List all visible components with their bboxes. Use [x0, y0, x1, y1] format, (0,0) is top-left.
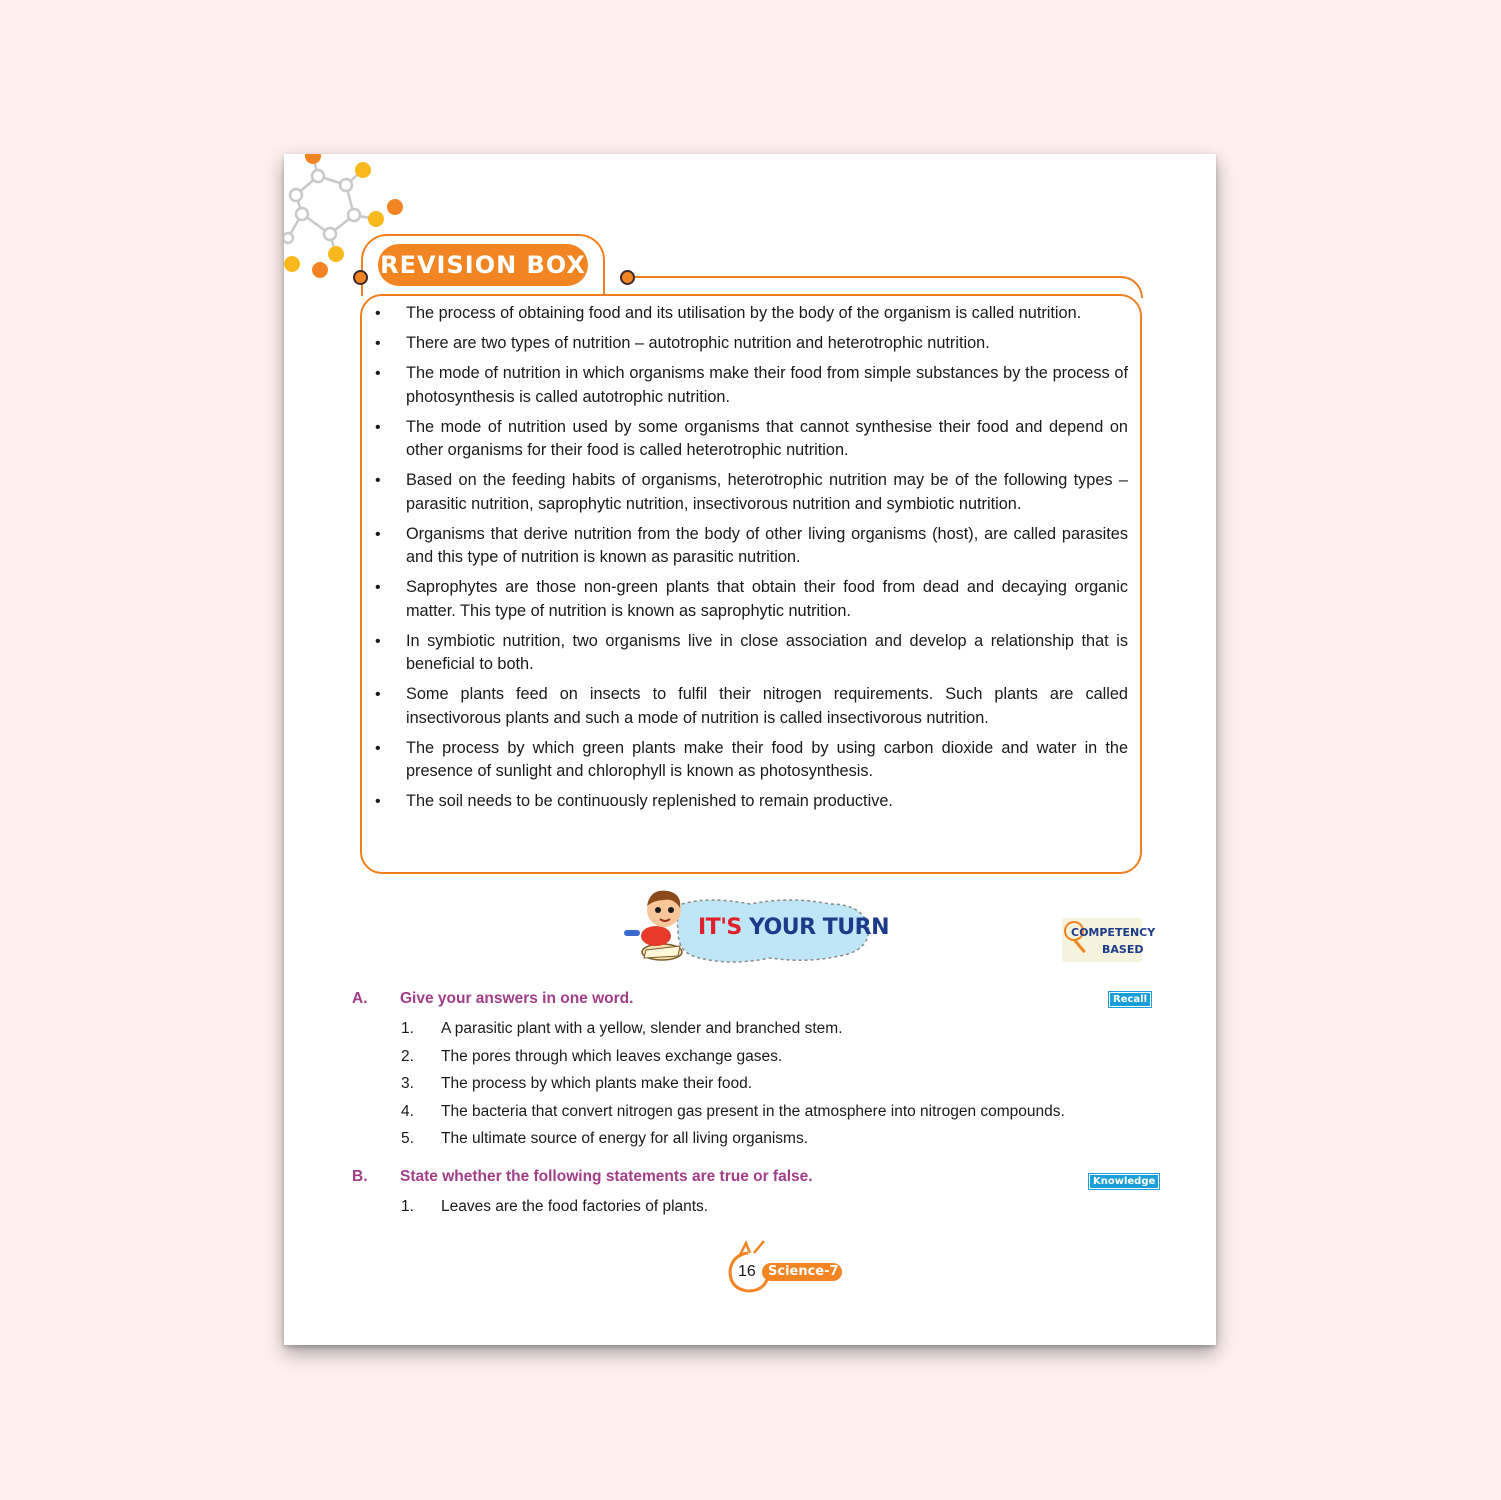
section-b-heading: State whether the following statements are true or false.	[400, 1168, 813, 1185]
list-item: • There are two types of nutrition – autotrophic nutrition and heterotrophic nutrition.	[375, 334, 990, 352]
list-item: • The mode of nutrition used by some organisms that cannot synthesise their food and depend on other organisms for their food is called heterotrophic nutrition.	[375, 417, 1128, 459]
its-your-turn-banner	[620, 882, 889, 977]
list-item: • Based on the feeding habits of organisms, heterotrophic nutrition may be of the following types – parasitic nutrition, saprophytic nutrition, insectivorous nutrition and symbiotic nutrition.	[375, 471, 1128, 513]
competency-based-badge: COMPETENCY BASED	[1062, 918, 1142, 962]
banner-your-turn: YOUR TURN	[748, 915, 889, 940]
banner-its: IT'S	[698, 915, 742, 940]
recall-tag: Recall	[1109, 992, 1151, 1007]
list-item: • Organisms that derive nutrition from the body of other living organisms (host), are called parasites and this type of nutrition is known as parasitic nutrition.	[375, 524, 1128, 566]
section-a-letter: A.	[352, 990, 368, 1007]
textbook-page: REVISION BOX • The process of obtaining food and its utilisation by the body of the organism is called nutrition. • There are two types of nutrition – autotrophic nutrition and heterotrophic nutrition. • The mode of nutrition in which organisms make their food from simple substances by the process of photosynthesis is called autotrophic nutrition. • The mode of nutrition used by some organisms that cannot synthesise their food and depend on other organisms for their food is called heterotrophic nutrition. • Based on the feeding habits of organisms, heterotrophic nutrition may be of the following types – parasitic nutrition, saprophytic nutrition, insectivorous nutrition and symbiotic nutrition. • Organisms that derive nutrition from the body of other living organisms (host), are called parasites and this type of nutrition is known as parasitic nutrition. • Saprophytes are those non-green plants that obtain their food from dead and decaying organic matter. This type of nutrition is known as saprophytic nutrition. • In symbiotic nutrition, two organisms live in close association and develop a relationship that is beneficial to both. • Some plants feed on insects to fulfil their nitrogen requirements. Such plants are called insectivorous plants and such a mode of nutrition is called insectivorous nutrition. • The process by which green plants make their food by using carbon dioxide and water in the presence of sunlight and chlorophyll is known as photosynthesis. • The soil needs to be continuously replenished to remain productive. IT'S YOUR TURN COMPETENCY BASED A. Give your answers in one word. Recall 1. A parasitic plant with a yellow, slender and branched stem. 2. The pores through which leaves exchange gases. 3. The process by which plants make their food. 4. The bacteria that convert nitrogen gas present in the atmosphere into nitrogen compounds. 5. The ultimate source of energy for all living organisms. B. State whether the following statements are true or false. Knowledge 1. Leaves are the food factories of plants. 16 Science-7	[284, 154, 1216, 1345]
knowledge-tag: Knowledge	[1089, 1174, 1159, 1189]
connector-dot-left	[353, 270, 368, 285]
connector-dot-right	[620, 270, 635, 285]
list-item: • The process by which green plants make their food by using carbon dioxide and water in the presence of sunlight and chlorophyll is known as photosynthesis.	[375, 738, 1128, 780]
section-b-letter: B.	[352, 1168, 368, 1185]
section-a-heading: Give your answers in one word.	[400, 990, 634, 1007]
page-number: 16	[738, 1263, 756, 1280]
page-footer	[724, 1239, 844, 1300]
list-item: • Saprophytes are those non-green plants that obtain their food from dead and decaying organic matter. This type of nutrition is known as saprophytic nutrition.	[375, 578, 1128, 620]
revision-box-title: REVISION BOX	[378, 244, 588, 286]
list-item: • The mode of nutrition in which organisms make their food from simple substances by the process of photosynthesis is called autotrophic nutrition.	[375, 364, 1128, 406]
list-item: • The soil needs to be continuously replenished to remain productive.	[375, 792, 893, 810]
list-item: • In symbiotic nutrition, two organisms live in close association and develop a relationship that is beneficial to both.	[375, 631, 1128, 673]
list-item: • The process of obtaining food and its utilisation by the body of the organism is called nutrition.	[375, 304, 1082, 322]
book-title: Science-7	[768, 1264, 839, 1279]
list-item: • Some plants feed on insects to fulfil their nitrogen requirements. Such plants are called insectivorous plants and such a mode of nutrition is called insectivorous nutrition.	[375, 685, 1128, 727]
revision-list	[372, 302, 1128, 820]
